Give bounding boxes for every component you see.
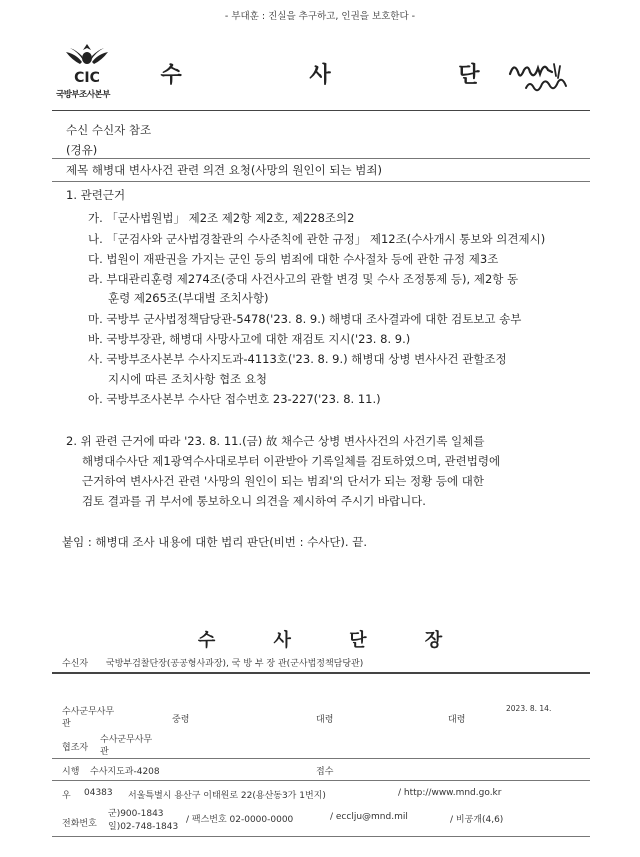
subject-divider: [52, 181, 590, 182]
address: 서울특별시 용산구 이태원로 22(용산동3가 1번지): [128, 791, 326, 801]
approver-lt-col: 중령: [172, 715, 190, 725]
section2-line4: 검토 결과를 귀 부서에 통보하오니 의견을 제시하여 주시기 바랍니다.: [82, 494, 426, 508]
enforce-divider: [52, 780, 590, 781]
section2-line1: 2. 위 관련 근거에 따라 '23. 8. 11.(금) 故 채수근 상병 변사사건의 사건기록 일체를: [66, 434, 485, 448]
public-status: / 비공개(4,6): [450, 815, 504, 825]
postal-code: 04383: [84, 788, 113, 798]
coop-label: 협조자: [62, 743, 89, 753]
motto: - 부대훈 : 진실을 추구하고, 인권을 보호한다 -: [224, 11, 416, 22]
section2-line2: 해병대수사단 제1광역수사대로부터 이관받아 기록일체를 검토하였으며, 관련법령에: [82, 454, 501, 468]
section1-title: 1. 관련근거: [66, 188, 126, 202]
handwritten-slogan-icon: [504, 58, 574, 98]
fax-number: / 팩스번호 02-0000-0000: [186, 815, 294, 825]
via: (경유): [66, 143, 98, 157]
logo-text: 국방부조사본부: [56, 90, 110, 100]
phone-label: 전화번호: [62, 819, 97, 829]
signature: 수 사 단 장: [197, 630, 469, 651]
item-ra-cont: 훈령 제265조(부대별 조치사항): [108, 291, 269, 305]
drafter-title-cont: 관: [62, 719, 71, 729]
item-ba: 바. 국방부장관, 해병대 사망사고에 대한 재검토 지시('23. 8. 9.): [88, 332, 411, 346]
subject: 제목 해병대 변사사건 관련 의견 요청(사망의 원인이 되는 범죄): [66, 163, 382, 177]
item-sa: 사. 국방부조사본부 수사지도과-4113호('23. 8. 9.) 해병대 상병 변사사건 관할조정: [88, 352, 507, 366]
enforce-label: 시행: [62, 767, 80, 777]
postal-label: 우: [62, 791, 71, 801]
item-ra: 라. 부대관리훈령 제274조(중대 사건사고의 관할 변경 및 수사 조정통제 등), 제2항 동: [88, 272, 519, 286]
coop-divider: [52, 758, 590, 759]
item-a: 아. 국방부조사본부 수사단 접수번호 23-227('23. 8. 11.): [88, 392, 381, 406]
item-na: 나. 「군검사와 군사법경찰관의 수사준칙에 관한 규정」 제12조(수사개시 통보와 의견제시): [88, 232, 546, 246]
drafter-title: 수사군무사무: [62, 707, 115, 717]
recipients-label: 수신자: [62, 659, 89, 669]
item-ga: 가. 「군사법원법」 제2조 제2항 제2호, 제228조의2: [88, 211, 355, 225]
coop-title: 수사군무사무: [100, 735, 153, 745]
document-title: 수 사 단: [160, 63, 540, 88]
phone-general: 일)02-748-1843: [108, 822, 179, 832]
enforce-number: 수사지도과-4208: [90, 767, 160, 777]
phone-military: 군)900-1843: [108, 809, 164, 819]
receive-label: 접수: [316, 767, 334, 777]
signature-divider: [52, 672, 590, 674]
footer-divider: [52, 836, 590, 837]
approver-col-1: 대령: [316, 715, 334, 725]
item-sa-cont: 지시에 따른 조치사항 협조 요청: [108, 372, 268, 386]
coop-title-cont: 관: [100, 747, 109, 757]
section2-line3: 근거하여 변사사건 관련 '사망의 원인이 되는 범죄'의 단서가 되는 정황 등에 대한: [82, 474, 485, 488]
header-divider: [52, 110, 590, 111]
svg-text:CIC: CIC: [74, 70, 100, 86]
item-ma: 마. 국방부 군사법정책담당관-5478('23. 8. 9.) 해병대 조사결과에 대한 검토보고 송부: [88, 312, 522, 326]
attachment: 붙임 : 해병대 조사 내용에 대한 법리 판단(비번 : 수사단). 끝.: [62, 535, 367, 549]
approval-date: 2023. 8. 14.: [506, 704, 552, 713]
approver-col-2: 대령: [448, 715, 466, 725]
website-url: / http://www.mnd.go.kr: [398, 788, 502, 798]
meta-divider: [52, 158, 590, 159]
email: / ecclju@mnd.mil: [330, 812, 408, 822]
item-da: 다. 법원이 재판권을 가지는 군인 등의 범죄에 대한 수사절차 등에 관한 규정 제3조: [88, 252, 499, 266]
recipient: 수신 수신자 참조: [66, 123, 152, 137]
recipients: 국방부검찰단장(공공형사과장), 국 방 부 장 관(군사법정책담당관): [106, 659, 364, 669]
